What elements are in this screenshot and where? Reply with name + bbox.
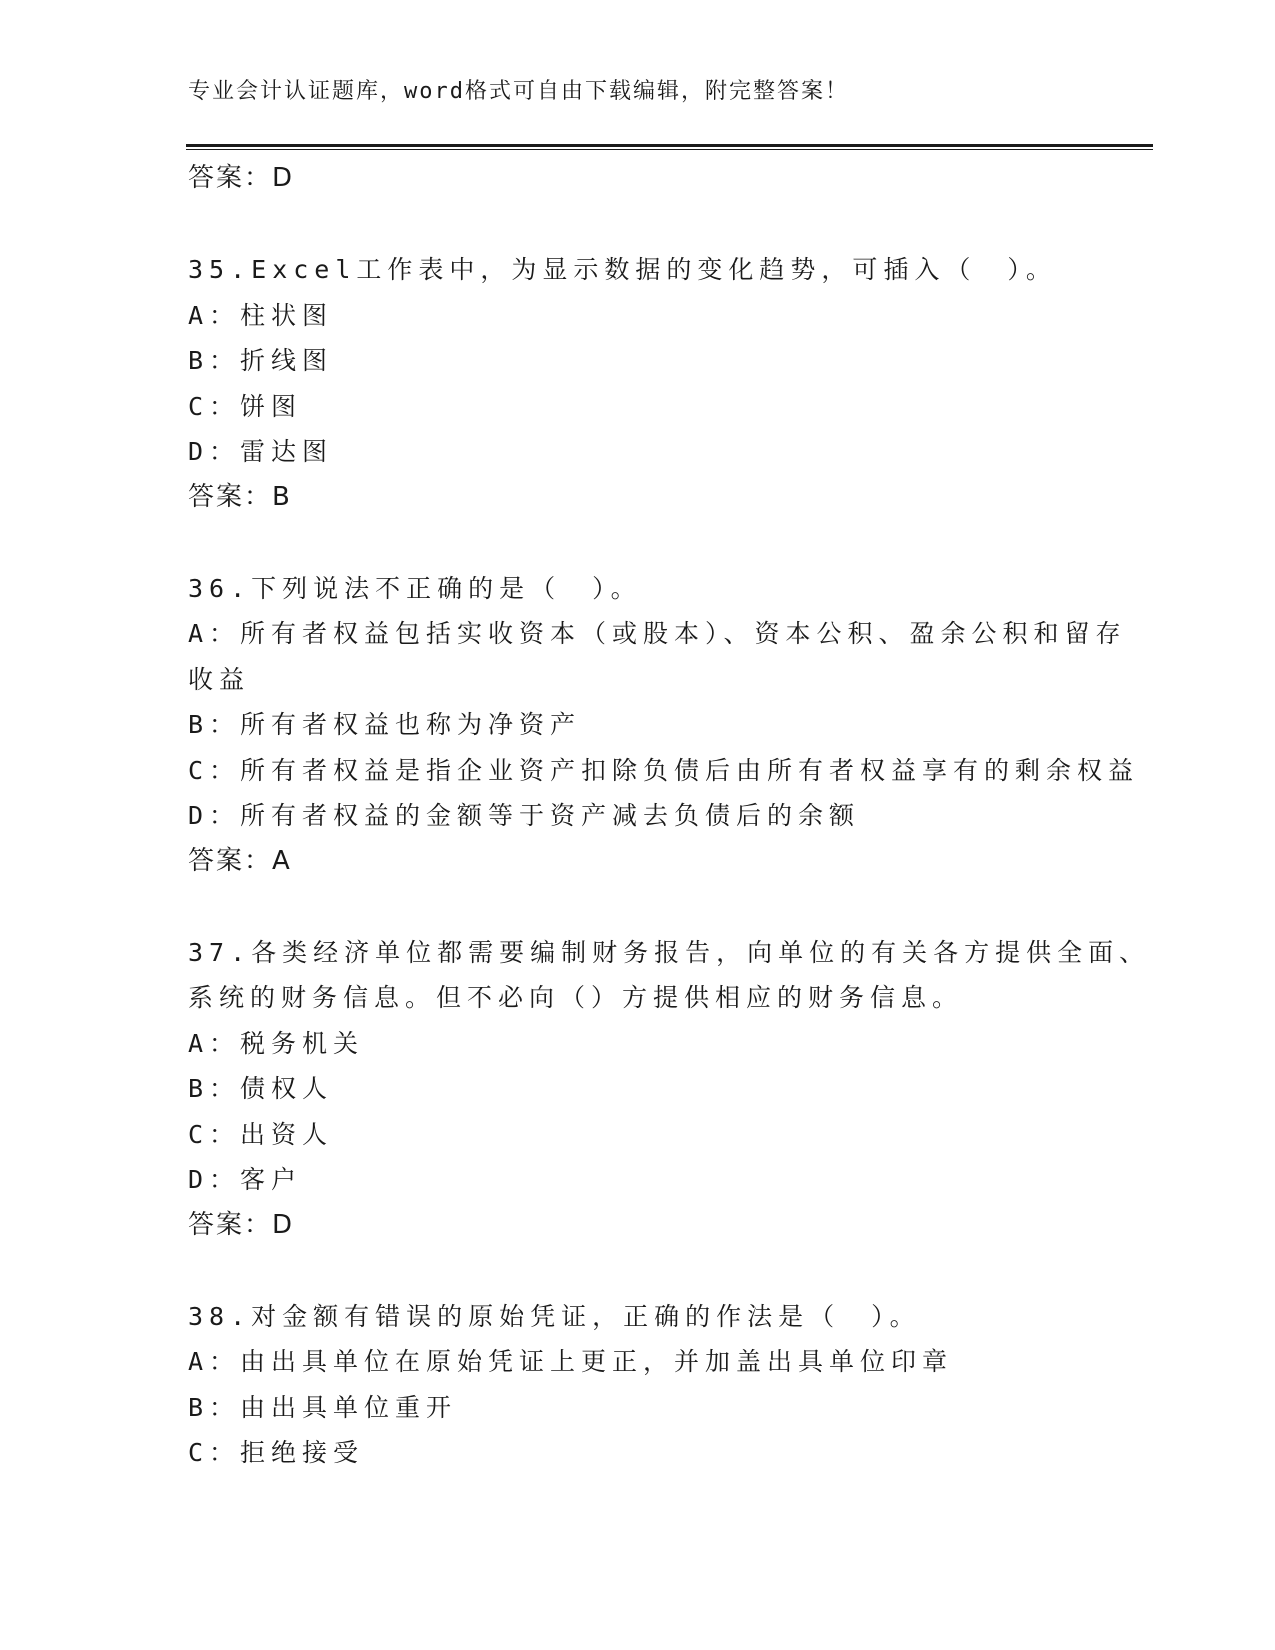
answer-line: 答案：A xyxy=(188,845,292,876)
question-block xyxy=(188,1294,1128,1476)
option-line: B：所有者权益也称为净资产 xyxy=(188,710,582,739)
option-line: B：折线图 xyxy=(188,346,334,375)
option-line: A：由出具单位在原始凭证上更正，并加盖出具单位印章 xyxy=(188,1347,954,1376)
option-line: C：出资人 xyxy=(188,1119,334,1149)
question-block xyxy=(188,566,1140,930)
option-line: C：拒绝接受 xyxy=(188,1438,365,1467)
spacer xyxy=(188,1248,1128,1294)
option-line: 收益 xyxy=(188,664,251,694)
answer-line: 答案：D xyxy=(188,1209,295,1240)
question-stem: 38.对金额有错误的原始凭证，正确的作法是（ ）。 xyxy=(188,1301,921,1331)
question-block xyxy=(188,247,1128,566)
page-header: 专业会计认证题库，word格式可自由下载编辑，附完整答案！ xyxy=(188,79,849,104)
option-line: A：税务机关 xyxy=(188,1028,365,1058)
question-stem: 36.下列说法不正确的是（ ）。 xyxy=(188,573,642,603)
question-block xyxy=(188,930,1151,1294)
questions-container xyxy=(188,247,1151,1476)
spacer xyxy=(188,520,1128,566)
option-line: D：雷达图 xyxy=(188,437,334,466)
question-stem: 35.Excel工作表中，为显示数据的变化趋势，可插入（ ）。 xyxy=(188,255,1057,284)
answer-line: 答案：D xyxy=(188,163,295,193)
option-line: B：由出具单位重开 xyxy=(188,1392,458,1422)
question-stem: 系统的财务信息。但不必向（）方提供相应的财务信息。 xyxy=(188,983,964,1012)
question-stem: 37.各类经济单位都需要编制财务报告，向单位的有关各方提供全面、 xyxy=(188,937,1151,967)
option-line: C：饼图 xyxy=(188,391,303,421)
option-line: D：客户 xyxy=(188,1165,303,1194)
question-list xyxy=(188,156,1151,1476)
spacer xyxy=(188,884,1128,930)
spacer xyxy=(188,202,1128,248)
option-line: C：所有者权益是指企业资产扣除负债后由所有者权益享有的剩余权益 xyxy=(188,755,1140,785)
answer-line: 答案：B xyxy=(188,481,292,512)
option-line: D：所有者权益的金额等于资产减去负债后的余额 xyxy=(188,801,861,830)
option-line: A：所有者权益包括实收资本（或股本）、资本公积、盈余公积和留存 xyxy=(188,619,1127,648)
header-rule xyxy=(186,144,1153,150)
option-line: A：柱状图 xyxy=(188,300,334,330)
option-line: B：债权人 xyxy=(188,1074,334,1103)
